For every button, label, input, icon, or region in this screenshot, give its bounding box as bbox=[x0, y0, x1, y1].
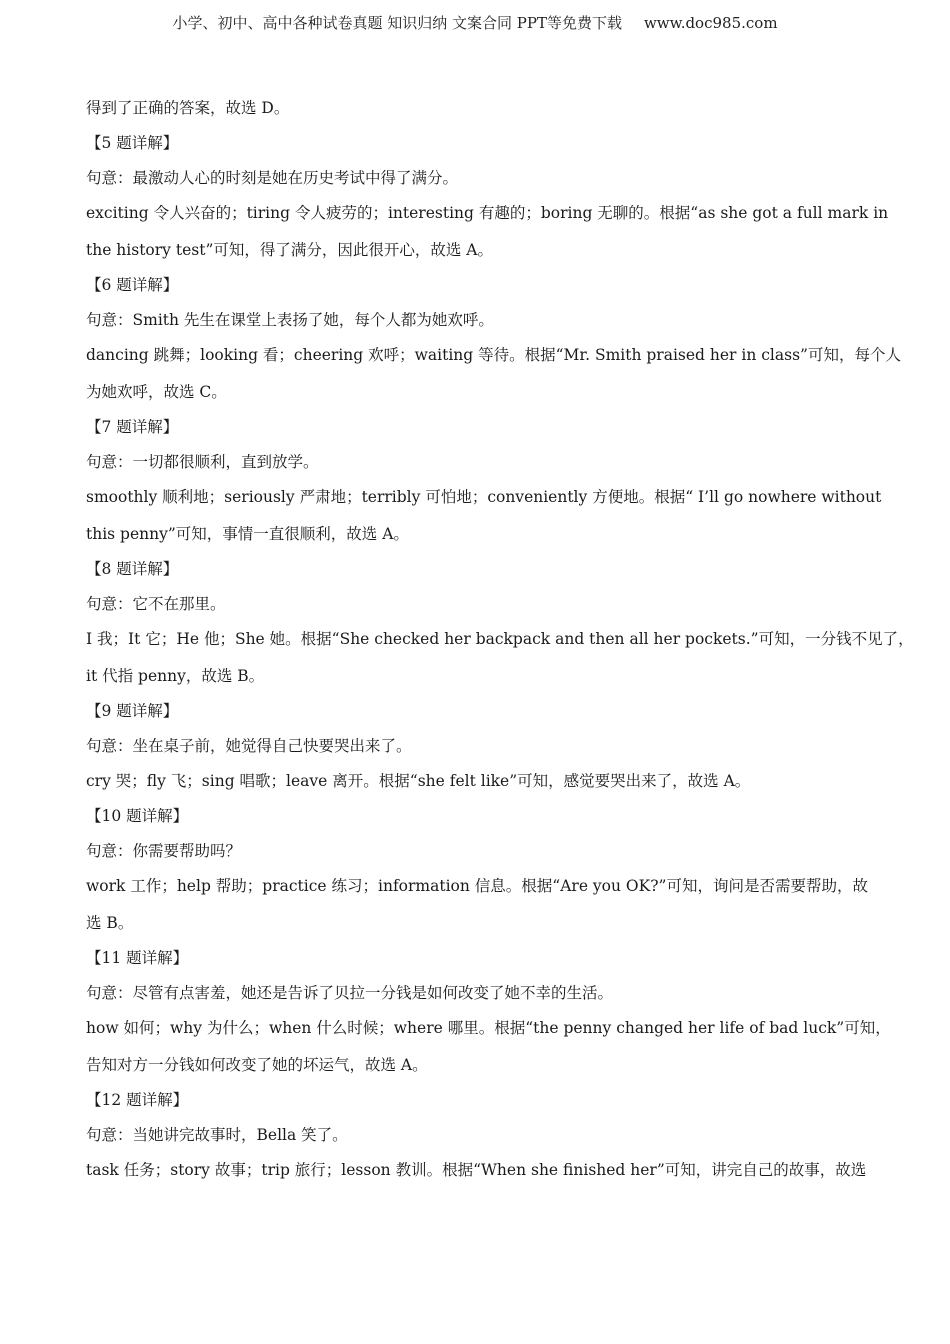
paragraph-line: 句意：你需要帮助吗？ bbox=[86, 842, 242, 860]
paragraph-line: 句意：Smith 先生在课堂上表扬了她，每个人都为她欢呼。 bbox=[86, 311, 494, 329]
paragraph-line: 句意：当她讲完故事时，Bella 笑了。 bbox=[86, 1126, 348, 1144]
section-heading: 【8 题详解】 bbox=[86, 560, 179, 578]
paragraph-line: task 任务；story 故事；trip 旅行；lesson 教训。根据“When she finished her”可知，讲完自己的故事，故选 bbox=[86, 1161, 867, 1179]
section-heading: 【11 题详解】 bbox=[86, 949, 189, 967]
paragraph-line: 得到了正确的答案，故选 D。 bbox=[86, 99, 290, 117]
section-heading: 【7 题详解】 bbox=[86, 418, 179, 436]
paragraph-line: 告知对方一分钱如何改变了她的坏运气，故选 A。 bbox=[86, 1056, 428, 1074]
paragraph-line: this penny”可知，事情一直很顺利，故选 A。 bbox=[86, 525, 409, 543]
paragraph-line: 句意：一切都很顺利，直到放学。 bbox=[86, 453, 319, 471]
section-heading: 【9 题详解】 bbox=[86, 702, 179, 720]
paragraph-line: exciting 令人兴奋的；tiring 令人疲劳的；interesting 有趣的；boring 无聊的。根据“as she got a full mark in bbox=[86, 204, 889, 222]
paragraph-line: 句意：它不在那里。 bbox=[86, 595, 226, 613]
paragraph-line: 为她欢呼，故选 C。 bbox=[86, 383, 227, 401]
section-heading: 【5 题详解】 bbox=[86, 134, 179, 152]
paragraph-line: 句意：坐在桌子前，她觉得自己快要哭出来了。 bbox=[86, 737, 412, 755]
paragraph-line: it 代指 penny，故选 B。 bbox=[86, 667, 265, 685]
paragraph-line: 句意：尽管有点害羞，她还是告诉了贝拉一分钱是如何改变了她不幸的生活。 bbox=[86, 984, 614, 1002]
header-site-url: www.doc985.com bbox=[643, 14, 778, 32]
paragraph-line: cry 哭；fly 飞；sing 唱歌；leave 离开。根据“she felt like”可知，感觉要哭出来了，故选 A。 bbox=[86, 772, 751, 790]
paragraph-line: the history test”可知，得了满分，因此很开心，故选 A。 bbox=[86, 241, 493, 259]
paragraph-line: 句意：最激动人心的时刻是她在历史考试中得了满分。 bbox=[86, 169, 459, 187]
paragraph-line: how 如何；why 为什么；when 什么时候；where 哪里。根据“the penny changed her life of bad luck”可知， bbox=[86, 1019, 891, 1037]
paragraph-line: smoothly 顺利地；seriously 严肃地；terribly 可怕地；conveniently 方便地。根据“ I’ll go nowhere without bbox=[86, 488, 882, 506]
paragraph-line: dancing 跳舞；looking 看；cheering 欢呼；waiting 等待。根据“Mr. Smith praised her in class”可知，每个人 bbox=[86, 346, 901, 364]
section-heading: 【6 题详解】 bbox=[86, 276, 179, 294]
section-heading: 【12 题详解】 bbox=[86, 1091, 189, 1109]
page-header bbox=[0, 12, 950, 34]
paragraph-line: I 我；It 它；He 他；She 她。根据“She checked her backpack and then all her pockets.”可知，一分钱不见了， bbox=[86, 630, 914, 648]
paragraph-line: work 工作；help 帮助；practice 练习；information 信息。根据“Are you OK?”可知，询问是否需要帮助，故 bbox=[86, 877, 868, 895]
paragraph-line: 选 B。 bbox=[86, 914, 134, 932]
header-text: 小学、初中、高中各种试卷真题 知识归纳 文案合同 PPT等免费下载 bbox=[172, 14, 622, 32]
document-body bbox=[86, 96, 914, 1193]
section-heading: 【10 题详解】 bbox=[86, 807, 189, 825]
